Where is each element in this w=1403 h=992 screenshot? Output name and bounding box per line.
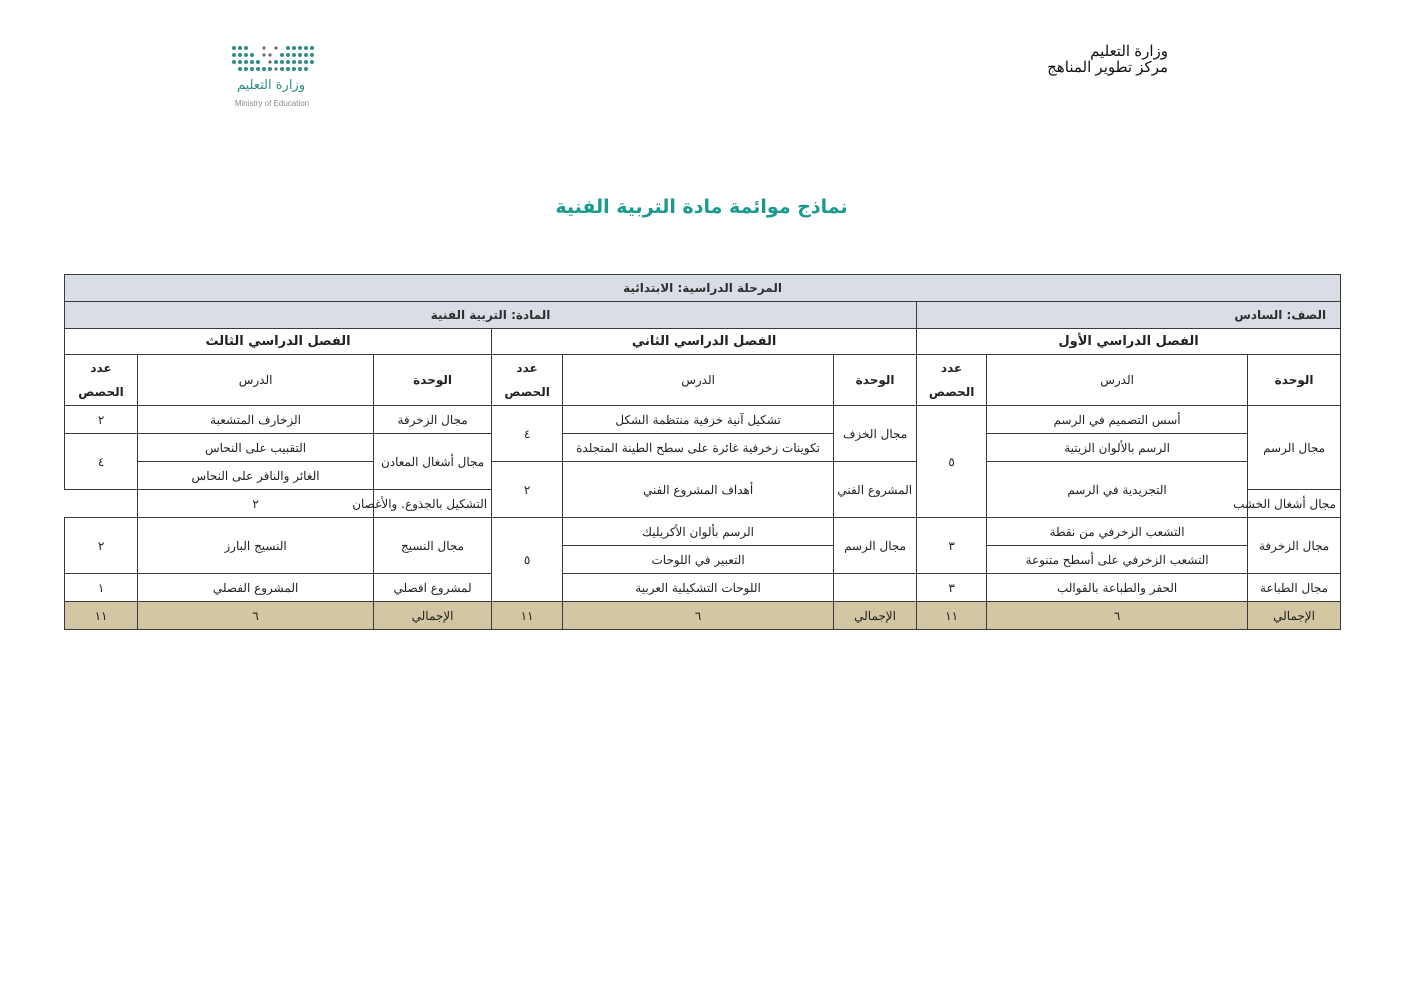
s2-lesson: اللوحات التشكيلية العربية [563, 574, 834, 602]
count-header-line-2: الحصص [504, 385, 550, 399]
s2-unit-empty [834, 574, 917, 602]
s2-count-header [492, 355, 563, 406]
s2-unit-header: الوحدة [834, 355, 917, 406]
s1-lesson-header: الدرس [987, 355, 1248, 406]
ministry-name: وزارة التعليم [1090, 43, 1168, 60]
s2-count: ٥ [492, 518, 563, 602]
s3-count: ١ [65, 574, 138, 602]
s1-total-label: الإجمالي [1248, 602, 1341, 630]
count-header-line-1: عدد [516, 361, 538, 375]
s2-lesson-header: الدرس [563, 355, 834, 406]
s1-count: ٥ [917, 406, 987, 518]
s2-total-count: ١١ [492, 602, 563, 630]
s2-lesson: أهداف المشروع الفني [563, 462, 834, 518]
s3-unit: مجال النسيج [374, 518, 492, 574]
s3-lesson-header: الدرس [138, 355, 374, 406]
s2-count: ٤ [492, 406, 563, 462]
s3-count: ٢ [65, 406, 138, 434]
s1-lesson: التشعب الزخرفي على أسطح متنوعة [987, 546, 1248, 574]
s2-lesson: تكوينات زخرفية غائرة على سطح الطينة المتجلدة [563, 434, 834, 462]
s3-lesson: النسيج البارز [138, 518, 374, 574]
page-title: نماذج موائمة مادة التربية الفنية [555, 196, 848, 218]
s2-count: ٢ [492, 462, 563, 518]
s1-count: ٣ [917, 574, 987, 602]
s3-lesson: التشكيل بالجذوع. والأغصان [374, 490, 492, 518]
s1-lesson: الرسم بالألوان الزيتية [987, 434, 1248, 462]
s3-count: ٤ [65, 434, 138, 490]
s3-unit-header: الوحدة [374, 355, 492, 406]
s3-unit: مجال أشغال المعادن [374, 434, 492, 490]
s3-count-header [65, 355, 138, 406]
center-name: مركز تطوير المناهج [1047, 59, 1168, 76]
s3-total-count: ١١ [65, 602, 138, 630]
s3-count: ٢ [138, 490, 374, 518]
s2-unit: المشروع الفني [834, 462, 917, 518]
s1-unit: مجال الرسم [1248, 406, 1341, 490]
s3-unit: مجال أشغال الخشب [1248, 490, 1341, 518]
s1-count-header [917, 355, 987, 406]
s3-lesson: الزخارف المتشعبة [138, 406, 374, 434]
subject-cell: المادة: التربية الفنية [65, 302, 917, 329]
s1-unit: مجال الزخرفة [1248, 518, 1341, 574]
s1-count: ٣ [917, 518, 987, 574]
logo-arabic-text: وزارة التعليم [236, 78, 306, 93]
s2-unit: مجال الرسم [834, 518, 917, 574]
s2-total-label: الإجمالي [834, 602, 917, 630]
s3-lesson: التقبيب على النحاس [138, 434, 374, 462]
s1-lesson: التشعب الزخرفي من نقطة [987, 518, 1248, 546]
logo-dots-icon [226, 44, 318, 76]
ministry-header [960, 44, 1168, 76]
count-header-line-2: الحصص [78, 385, 124, 399]
semester-3-header: الفصل الدراسي الثالث [65, 329, 492, 355]
grade-cell: الصف: السادس [917, 302, 1341, 329]
s1-lesson: أسس التصميم في الرسم [987, 406, 1248, 434]
s2-total-lessons: ٦ [563, 602, 834, 630]
s1-unit-header: الوحدة [1248, 355, 1341, 406]
s2-unit: مجال الخزف [834, 406, 917, 462]
s3-total-label: الإجمالي [374, 602, 492, 630]
s3-lesson: الغائر والنافر على النحاس [138, 462, 374, 490]
curriculum-table [64, 274, 1341, 630]
count-header-line-1: عدد [940, 361, 963, 375]
semester-2-header: الفصل الدراسي الثاني [492, 329, 917, 355]
s2-lesson: التعبير في اللوحات [563, 546, 834, 574]
s3-unit: مجال الزخرفة [374, 406, 492, 434]
s1-total-lessons: ٦ [987, 602, 1248, 630]
s1-lesson: الحفر والطباعة بالقوالب [987, 574, 1248, 602]
count-header-line-2: الحصص [928, 385, 975, 399]
stage-row: المرحلة الدراسية: الابتدائية [65, 275, 1341, 302]
count-header-line-1: عدد [90, 361, 112, 375]
s1-total-count: ١١ [917, 602, 987, 630]
semester-1-header: الفصل الدراسي الأول [917, 329, 1341, 355]
logo-english-text: Ministry of Education [234, 99, 310, 108]
s3-unit: لمشروع افصلي [374, 574, 492, 602]
s3-total-lessons: ٦ [138, 602, 374, 630]
total-row [65, 602, 1341, 630]
s3-count: ٢ [65, 518, 138, 574]
s1-lesson: التجريدية في الرسم [987, 462, 1248, 518]
ministry-logo [226, 44, 318, 114]
s1-unit: مجال الطباعة [1248, 574, 1341, 602]
s2-lesson: الرسم بألوان الأكريليك [563, 518, 834, 546]
s2-lesson: تشكيل آنية خزفية منتظمة الشكل [563, 406, 834, 434]
s3-lesson: المشروع الفصلي [138, 574, 374, 602]
